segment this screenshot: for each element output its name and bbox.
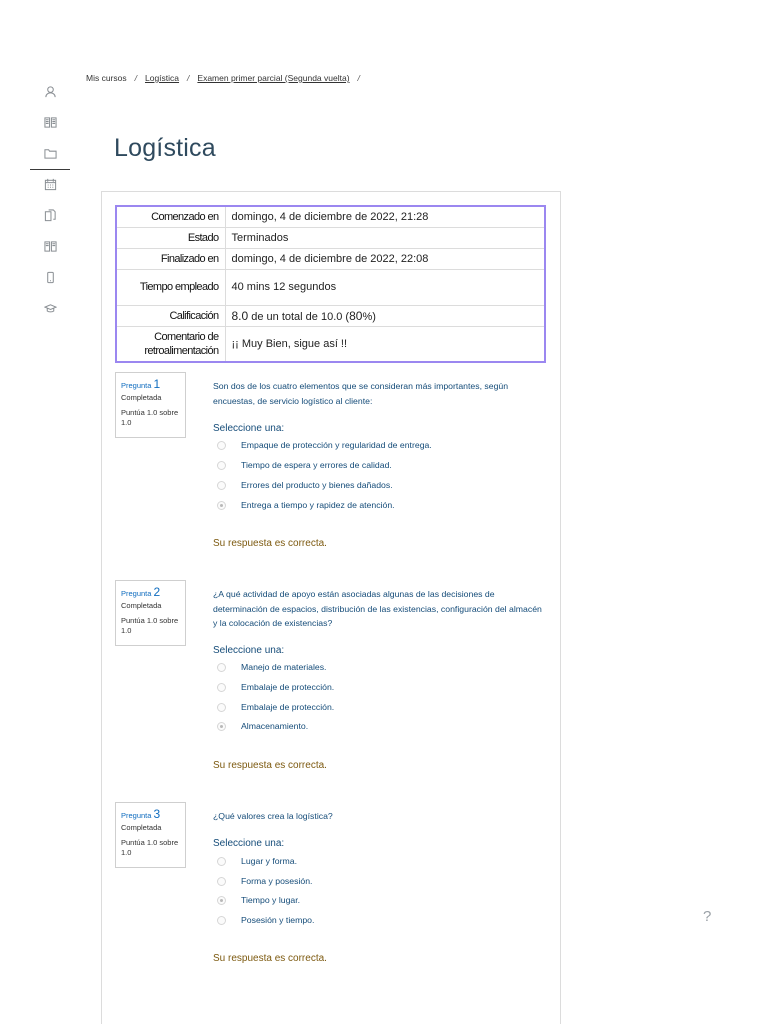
graduation-cap-icon[interactable] [30,293,70,324]
question-number: Pregunta 2 [121,585,161,599]
files-icon[interactable] [30,200,70,231]
breadcrumb-separator: / [187,73,190,83]
question-state: Completada [121,393,162,402]
summary-value: domingo, 4 de diciembre de 2022, 22:08 [225,248,545,269]
option-label: Almacenamiento. [241,721,309,731]
grade-end: %) [362,310,376,323]
answer-feedback: Su respuesta es correcta. [213,953,327,964]
book-icon[interactable] [30,231,70,262]
option-label: Forma y posesión. [241,876,313,886]
summary-label: Comentario de retroalimentación [116,326,225,362]
summary-row-time [116,269,545,305]
answer-feedback: Su respuesta es correcta. [213,760,327,771]
radio-button[interactable] [217,916,226,925]
radio-button-checked[interactable] [217,501,226,510]
summary-row-state [116,227,545,248]
option-label: Embalaje de protección. [241,702,335,712]
radio-button[interactable] [217,857,226,866]
folder-icon[interactable] [30,138,70,169]
answer-option[interactable] [217,915,314,925]
breadcrumb-separator: / [134,73,137,83]
question-info-box [115,372,186,438]
answer-option[interactable] [217,876,312,886]
summary-value: ¡¡ Muy Bien, sigue así !! [225,326,545,362]
answer-option[interactable] [217,856,297,866]
question-text: ¿A qué actividad de apoyo están asociadas algunas de las decisiones de determinación de espacios, distribución de las existencias, configuración del almacén y la colocación de existencias? [213,589,542,628]
option-label: Tiempo y lugar. [241,895,301,905]
radio-button[interactable] [217,683,226,692]
answer-option[interactable] [217,460,392,470]
summary-row-finished [116,248,545,269]
breadcrumb-my-courses[interactable]: Mis cursos [86,73,127,83]
summary-row-started [116,206,545,227]
question-text: ¿Qué valores crea la logística? [213,811,333,821]
question-info-box [115,802,186,868]
answer-option-selected[interactable] [217,895,300,905]
summary-label: Tiempo empleado [116,269,225,305]
summary-value: domingo, 4 de diciembre de 2022, 21:28 [225,206,545,227]
help-button[interactable]: ? [703,908,712,925]
participants-icon[interactable] [30,76,70,107]
radio-button[interactable] [217,461,226,470]
grade-score: 8.0 [231,308,249,323]
radio-button[interactable] [217,481,226,490]
question-grade: Puntúa 1.0 sobre 1.0 [121,838,179,857]
question-grade: Puntúa 1.0 sobre 1.0 [121,616,179,635]
answer-option[interactable] [217,702,334,712]
radio-button[interactable] [217,663,226,672]
answer-option-selected[interactable] [217,500,395,510]
summary-label: Comenzado en [116,206,225,227]
option-label: Lugar y forma. [241,856,298,866]
radio-button[interactable] [217,703,226,712]
breadcrumb-quiz-link[interactable]: Examen primer parcial (Segunda vuelta) [197,73,350,83]
option-label: Tiempo de espera y errores de calidad. [241,460,392,470]
grades-icon[interactable] [30,107,70,138]
select-one-prompt: Seleccione una: [213,838,285,849]
grade-middle: de un total de 10.0 ( [248,310,350,323]
summary-label: Estado [116,227,225,248]
attempt-summary-table [115,205,546,363]
mobile-icon[interactable] [30,262,70,293]
summary-row-feedback [116,326,545,362]
question-info-box [115,580,186,646]
breadcrumb-separator: / [357,73,360,83]
page-title: Logística [114,134,216,162]
breadcrumb-course-link[interactable]: Logística [145,73,180,83]
radio-button-checked[interactable] [217,896,226,905]
radio-button[interactable] [217,441,226,450]
summary-row-grade [116,305,545,326]
select-one-prompt: Seleccione una: [213,423,285,434]
summary-label: Calificación [116,305,225,326]
answer-option[interactable] [217,662,326,672]
radio-button[interactable] [217,877,226,886]
summary-label: Finalizado en [116,248,225,269]
course-index-rail [30,76,70,324]
question-number: Pregunta 3 [121,807,161,821]
option-label: Empaque de protección y regularidad de entrega. [241,440,432,450]
answer-option[interactable] [217,440,432,450]
option-label: Manejo de materiales. [241,662,327,672]
calendar-icon[interactable] [30,169,70,200]
question-grade: Puntúa 1.0 sobre 1.0 [121,408,179,427]
option-label: Errores del producto y bienes dañados. [241,480,393,490]
question-text: Son dos de los cuatro elementos que se consideran más importantes, según encuestas, de servicio logístico al cliente: [213,381,509,406]
answer-feedback: Su respuesta es correcta. [213,538,327,549]
option-label: Posesión y tiempo. [241,915,315,925]
radio-button-checked[interactable] [217,722,226,731]
select-one-prompt: Seleccione una: [213,645,285,656]
grade-percent: 80 [349,308,363,323]
question-state: Completada [121,601,162,610]
summary-value [225,305,545,326]
answer-option-selected[interactable] [217,721,308,731]
option-label: Embalaje de protección. [241,682,335,692]
question-state: Completada [121,823,162,832]
question-number: Pregunta 1 [121,377,161,391]
option-label: Entrega a tiempo y rapidez de atención. [241,500,395,510]
breadcrumb [86,73,368,83]
answer-option[interactable] [217,480,393,490]
summary-value: Terminados [225,227,545,248]
answer-option[interactable] [217,682,334,692]
summary-value: 40 mins 12 segundos [225,269,545,305]
